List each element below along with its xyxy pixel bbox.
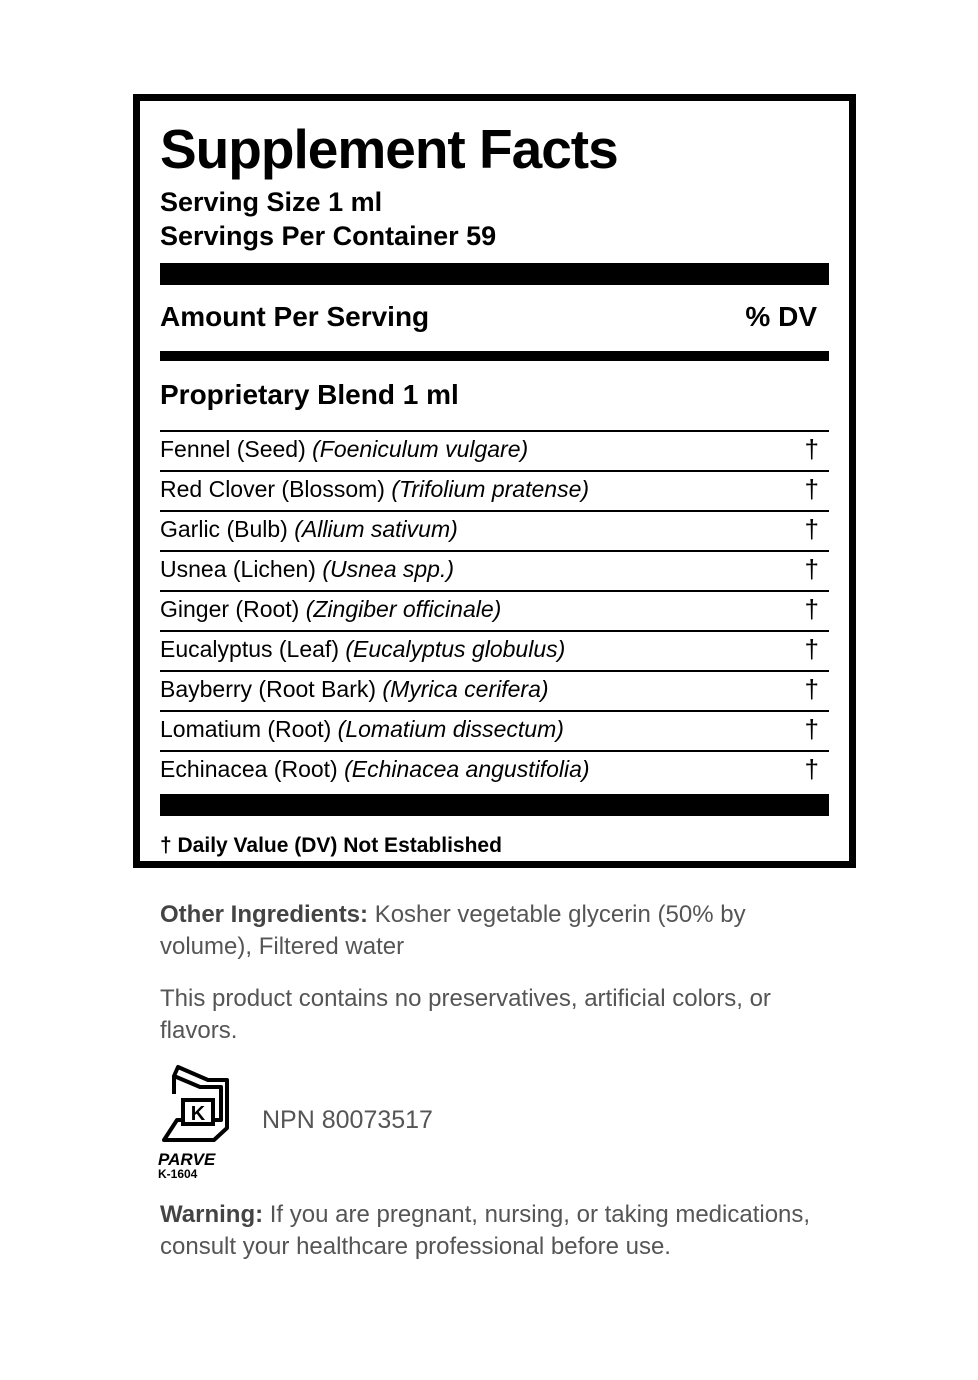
ingredient-list <box>160 430 829 790</box>
ingredient-name: Garlic (Bulb) <box>160 516 295 542</box>
ingredient-row <box>160 470 829 510</box>
ingredient-latin: (Trifolium pratense) <box>391 476 590 502</box>
ingredient-name: Ginger (Root) <box>160 596 306 622</box>
dagger-mark: † <box>804 634 819 664</box>
other-ingredients <box>160 899 840 963</box>
divider-bar <box>160 794 829 816</box>
ingredient-latin: (Myrica cerifera) <box>382 676 549 702</box>
ingredient-latin: (Lomatium dissectum) <box>337 716 564 742</box>
ingredient-latin: (Eucalyptus globulus) <box>345 636 566 662</box>
ingredient-row <box>160 550 829 590</box>
dagger-mark: † <box>804 714 819 744</box>
warning-label: Warning: <box>160 1201 264 1228</box>
dv-footnote: † Daily Value (DV) Not Established <box>160 834 502 857</box>
ingredient-row <box>160 430 829 470</box>
ingredient-name: Red Clover (Blossom) <box>160 476 392 502</box>
ingredient-row <box>160 510 829 550</box>
ingredient-latin: (Usnea spp.) <box>322 556 455 582</box>
npn-number: NPN 80073517 <box>262 1106 433 1134</box>
ingredient-name: Echinacea (Root) <box>160 756 345 782</box>
serving-size: Serving Size 1 ml <box>160 187 383 217</box>
ingredient-latin: (Echinacea angustifolia) <box>344 756 590 782</box>
dagger-mark: † <box>804 754 819 784</box>
kosher-parve: PARVE <box>158 1150 216 1169</box>
divider-bar <box>160 351 829 361</box>
supplement-facts-panel <box>133 94 856 868</box>
dagger-mark: † <box>804 434 819 464</box>
divider-bar <box>160 263 829 285</box>
ingredient-row <box>160 750 829 790</box>
ingredient-row <box>160 590 829 630</box>
other-ingredients-text: Kosher vegetable glycerin (50% by volume), Filtered water <box>160 901 746 960</box>
no-preservatives-note: This product contains no preservatives, artificial colors, or flavors. <box>160 985 771 1044</box>
ingredient-row <box>160 670 829 710</box>
ingredient-name: Usnea (Lichen) <box>160 556 323 582</box>
ingredient-name: Lomatium (Root) <box>160 716 338 742</box>
dagger-mark: † <box>804 514 819 544</box>
kosher-symbol: K <box>190 1103 206 1125</box>
ingredient-name: Fennel (Seed) <box>160 436 313 462</box>
ingredient-row <box>160 710 829 750</box>
dagger-mark: † <box>804 554 819 584</box>
warning-text: If you are pregnant, nursing, or taking medications, consult your healthcare professional before use. <box>160 1201 811 1260</box>
amount-per-serving-label: Amount Per Serving <box>160 301 430 332</box>
warning <box>160 1199 840 1263</box>
amount-header-row <box>160 301 829 337</box>
dagger-mark: † <box>804 674 819 704</box>
ingredient-latin: (Foeniculum vulgare) <box>312 436 529 462</box>
dagger-mark: † <box>804 594 819 624</box>
panel-title: Supplement Facts <box>160 118 618 180</box>
dv-header: % DV <box>745 301 817 332</box>
other-ingredients-label: Other Ingredients: <box>160 901 369 928</box>
ingredient-name: Eucalyptus (Leaf) <box>160 636 346 662</box>
ingredient-latin: (Allium sativum) <box>294 516 458 542</box>
blend-title: Proprietary Blend 1 ml <box>160 379 459 410</box>
ingredient-name: Bayberry (Root Bark) <box>160 676 383 702</box>
ingredient-row <box>160 630 829 670</box>
dagger-mark: † <box>804 474 819 504</box>
ingredient-latin: (Zingiber officinale) <box>305 596 502 622</box>
servings-per-container: Servings Per Container 59 <box>160 221 497 251</box>
kosher-code: K-1604 <box>158 1167 198 1181</box>
kosher-certification-logo <box>156 1064 236 1182</box>
